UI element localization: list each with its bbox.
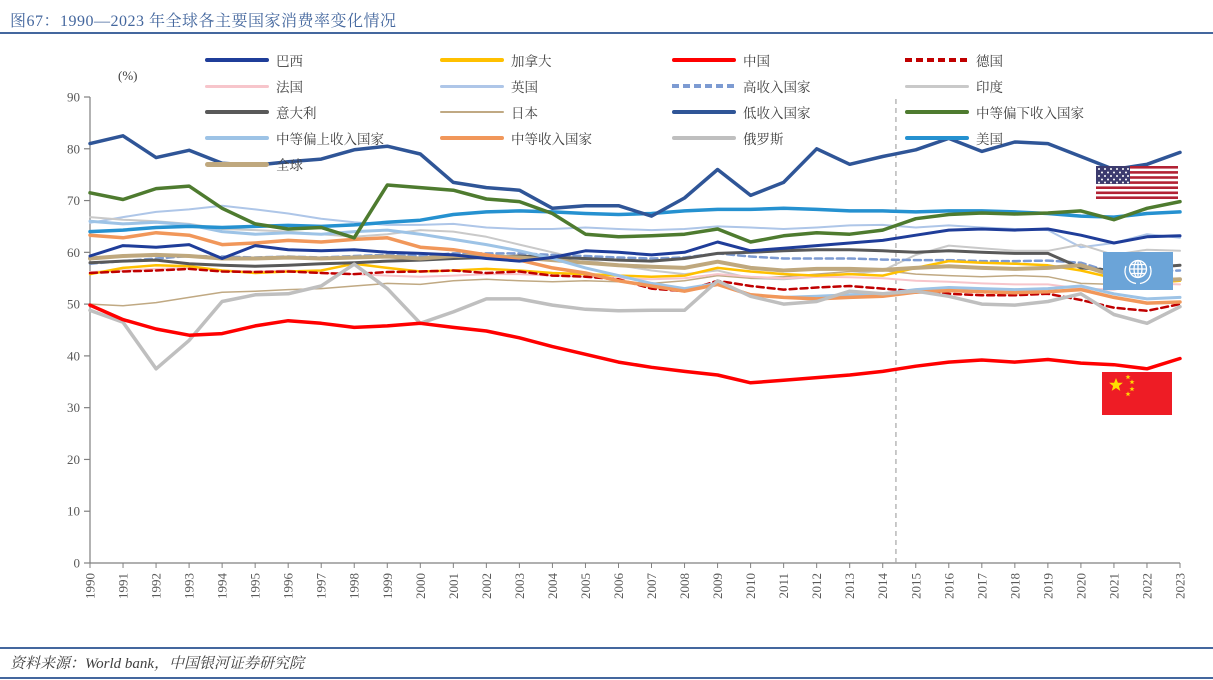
- x-tick-label: 2001: [445, 573, 461, 599]
- y-axis-unit-label: (%): [118, 68, 138, 83]
- y-tick-label: 90: [67, 89, 80, 105]
- us-flag-icon: [1096, 166, 1178, 199]
- footer-divider-top: [0, 647, 1213, 649]
- legend-label-italy: 意大利: [276, 106, 317, 121]
- x-tick-label: 2017: [974, 573, 990, 599]
- x-tick-label: 1998: [346, 573, 362, 599]
- x-tick-label: 2002: [478, 573, 494, 599]
- x-tick-label: 1996: [280, 573, 296, 599]
- legend-label-low-income: 低收入国家: [743, 106, 811, 121]
- y-tick-label: 60: [67, 244, 80, 260]
- source-note: 资料来源：World bank，中国银河证券研究院: [10, 656, 305, 672]
- legend-label-usa: 美国: [976, 132, 1003, 147]
- legend-label-russia: 俄罗斯: [743, 132, 784, 147]
- x-tick-label: 2015: [908, 573, 924, 599]
- legend-label-upper-middle-income: 中等偏上收入国家: [276, 132, 384, 147]
- legend-label-germany: 德国: [976, 54, 1003, 69]
- x-tick-label: 2000: [412, 573, 428, 599]
- y-tick-label: 50: [67, 296, 80, 312]
- x-tick-label: 2022: [1139, 573, 1155, 599]
- consumption-rate-line-chart: [0, 36, 1213, 636]
- legend-label-global: 全球: [276, 158, 303, 173]
- legend-label-middle-income: 中等收入国家: [511, 132, 592, 147]
- x-tick-label: 1991: [115, 573, 131, 599]
- x-tick-label: 1999: [379, 573, 395, 599]
- y-tick-label: 20: [67, 451, 80, 467]
- x-tick-label: 2011: [776, 573, 792, 599]
- x-tick-label: 2018: [1007, 573, 1023, 599]
- x-tick-label: 1993: [181, 573, 197, 599]
- x-tick-label: 2004: [544, 573, 560, 599]
- series-low-income: [90, 136, 1180, 216]
- x-tick-label: 2019: [1040, 573, 1056, 599]
- y-tick-label: 40: [67, 348, 80, 364]
- x-tick-label: 2016: [941, 573, 957, 599]
- china-flag-icon: [1102, 372, 1172, 415]
- legend-label-brazil: 巴西: [276, 54, 303, 69]
- y-tick-label: 10: [67, 503, 80, 519]
- y-tick-label: 70: [67, 193, 80, 209]
- legend-label-india: 印度: [976, 80, 1003, 95]
- series-china: [90, 305, 1180, 383]
- x-tick-label: 2013: [842, 573, 858, 599]
- x-tick-label: 1995: [247, 573, 263, 599]
- x-tick-label: 1992: [148, 573, 164, 599]
- title-divider: [0, 32, 1213, 34]
- x-tick-label: 2007: [644, 573, 660, 599]
- legend-label-lower-middle-income: 中等偏下收入国家: [976, 106, 1084, 121]
- legend-label-china: 中国: [743, 54, 770, 69]
- x-tick-label: 2010: [743, 573, 759, 599]
- x-tick-label: 2009: [710, 573, 726, 599]
- x-tick-label: 2005: [577, 573, 593, 599]
- legend-label-japan: 日本: [511, 106, 538, 121]
- y-tick-label: 30: [67, 400, 80, 416]
- x-tick-label: 2008: [677, 573, 693, 599]
- legend-label-france: 法国: [276, 80, 303, 95]
- un-flag-icon: [1103, 252, 1173, 290]
- page-title: 图67：1990—2023 年全球各主要国家消费率变化情况: [10, 13, 397, 30]
- y-tick-label: 0: [73, 555, 80, 571]
- y-tick-label: 80: [67, 141, 80, 157]
- x-tick-label: 1997: [313, 573, 329, 599]
- x-tick-label: 2021: [1106, 573, 1122, 599]
- x-tick-label: 1994: [214, 573, 230, 599]
- x-tick-label: 2014: [875, 573, 891, 599]
- x-tick-label: 1990: [82, 573, 98, 599]
- x-tick-label: 2012: [809, 573, 825, 599]
- legend-label-high-income: 高收入国家: [743, 80, 811, 95]
- x-tick-label: 2003: [511, 573, 527, 599]
- footer-divider-bottom: [0, 677, 1213, 679]
- legend-label-canada: 加拿大: [511, 54, 552, 69]
- legend-label-uk: 英国: [511, 80, 538, 95]
- x-tick-label: 2020: [1073, 573, 1089, 599]
- x-tick-label: 2006: [610, 573, 626, 599]
- x-tick-label: 2023: [1172, 573, 1188, 599]
